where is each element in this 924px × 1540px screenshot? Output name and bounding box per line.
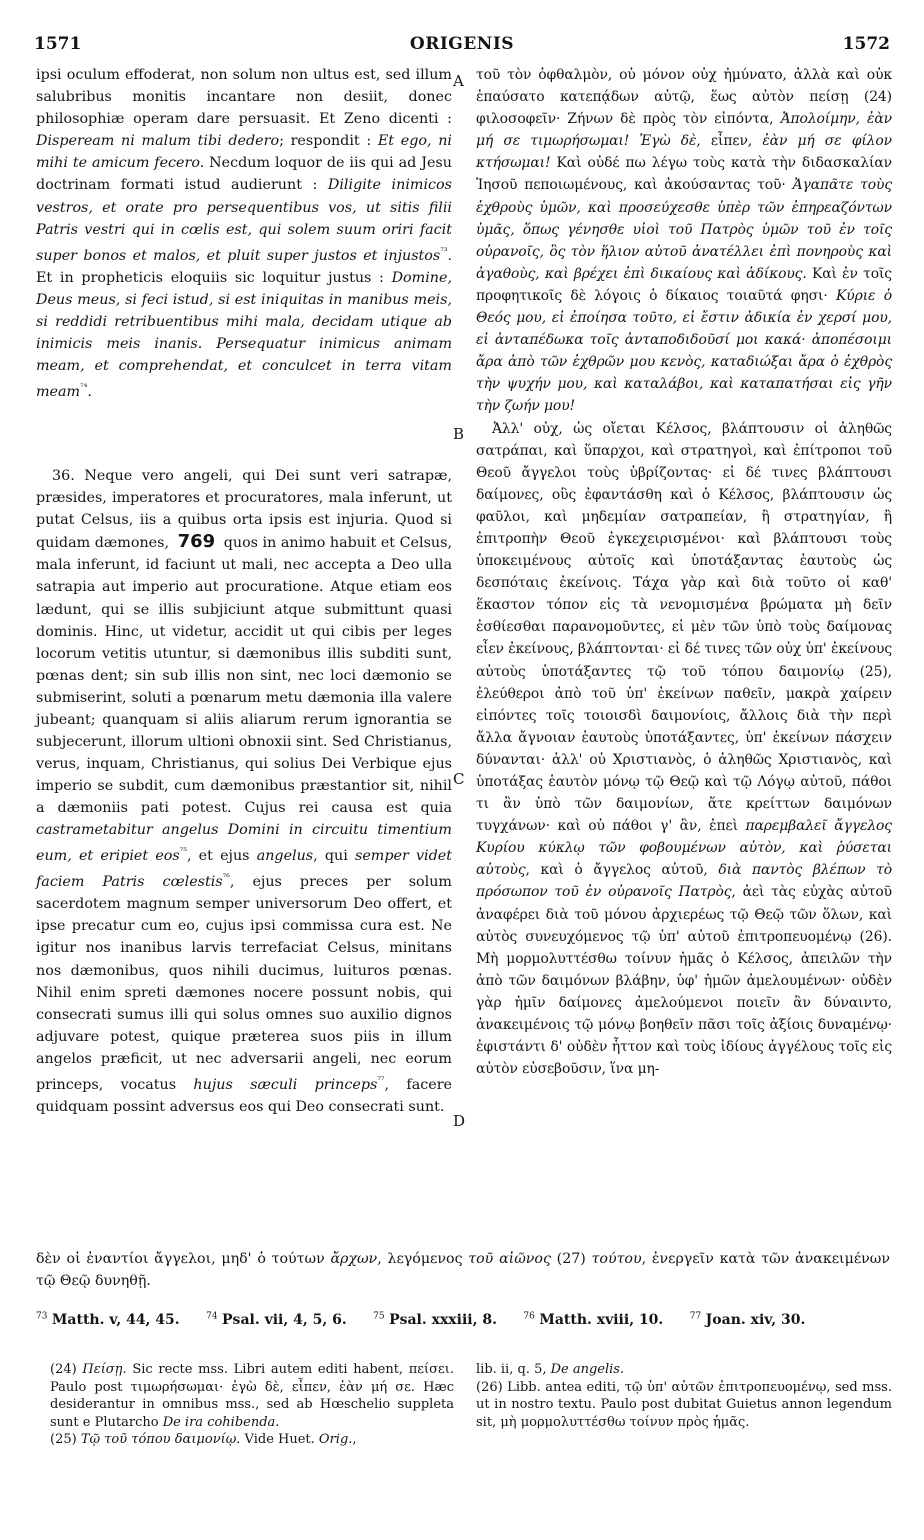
italic-quotation: Orig. (318, 1432, 353, 1448)
italic-quotation: hujus sæculi princeps (193, 1076, 378, 1093)
text-run: Necdum loquor de iis qui ad Jesu doctrinam formati istud audierunt : (36, 155, 452, 194)
italic-quotation: semper videt faciem Patris cœlestis (36, 848, 452, 891)
section-marker-b: B (453, 425, 465, 443)
italic-quotation: Τῷ τοῦ τόπου δαιμονίῳ. (80, 1432, 241, 1448)
text-run: , facere quidquam possint adversus eos qui Deo consecrati sunt. (36, 1076, 452, 1115)
italic-quotation: τούτου (591, 1251, 642, 1267)
note-reference: ⁷⁶ (222, 873, 230, 884)
greek-column (476, 64, 892, 1080)
text-run: , ejus preces per solum sacerdotem magnum semper universorum Deo offert, et ipse precatur cum eo, cujus ipsi commissa cura est. Ne igitur nos inanibus larvis terrefaciat Celsus, minitans nos dæmonibus, quos nihili ducimus, luituros pœnas. Nihil enim spreti dæmones nocere possunt nobis, qui consecrati sumus illi qui solus omnes suo auxilio dignos adjuvare potest, quique præterea suos piis in illum angelos præficit, ut nec adversarii angeli, nec eorum princeps, vocatus (36, 874, 452, 1093)
note-reference: ⁷⁷ (377, 1076, 385, 1086)
text-run: , ἀεὶ τὰς εὐχὰς αὐτοῦ ἀναφέρει διὰ τοῦ μόνου ἀρχιερέως τῷ Θεῷ τῶν ὅλων, καὶ αὐτὸς συνευχόμενος τῷ ὑπ' αὐτοῦ ἐπιτροπευομένῳ (26). Μὴ μορμολυττέσθω τοίνυν ἡμᾶς ὁ Κέλσος, ἀπειλῶν τὴν ἀπὸ τῶν δαιμόνων βλάβην, ὑφ' ἡμῶν ἀμελουμένων· οὐδὲν γὰρ ἡμῖν δαίμονες ἀμελούμενοι ποιεῖν ἂν δύναιντο, ἀνακειμένοις τῷ μόνῳ βοηθεῖν πᾶσι τοῖς ἀξίοις δυναμένῳ· ἐφιστάντι δ' οὐδὲν ἧττον καὶ τοὺς ἰδίους ἀγγέλους τοῖς εἰς αὐτὸν εὐσεβοῦσιν, ἵνα μη- (476, 884, 892, 1078)
italic-quotation: τοῦ αἰῶνος (468, 1251, 551, 1267)
text-run: Καὶ οὐδέ πω λέγω τοὺς κατὰ τὴν διδασκαλίαν Ἰησοῦ πεποιωμένους, καὶ ἀκούσαντας τοῦ· (476, 155, 892, 194)
greek-paragraph-2 (476, 418, 892, 1081)
text-run: Ἀλλ' οὐχ, ὡς οἴεται Κέλσος, βλάπτουσιν οἱ ἀληθῶς σατράπαι, καὶ ὕπαρχοι, καὶ στρατηγοὶ, καὶ ἐπίτροποι τοῦ Θεοῦ ἄγγελοι τοὺς ὑβρίζοντας· εἰ δέ τινες βλάπτουσι δαίμονες, οὓς ἐφαντάσθη καὶ ὁ Κέλσος, βλάπτουσιν ὡς φαῦλοι, καὶ μηδεμίαν σατραπείαν, ἢ στρατηγίαν, ἢ ἐπιτροπὴν Θεοῦ ἐγκεχειρισμένοι· καὶ βλάπτουσι τοὺς ὑποκειμένους αὐτοῖς καὶ ὑποτάξαντας ἑαυτοὺς ὡς δεσπόταις ἐκείνοις. Τάχα γὰρ καὶ διὰ τοῦτο οἱ καθ' ἕκαστον τόπον εἰς τὰ νενομισμένα βρώματα μὴ δεῖν ἐσθίεσθαι παρανομοῦντες, εἰ μὲν τῶν ὑπὸ τοὺς δαίμονας εἶεν ἐκείνους, βλάπτονται· εἰ δέ τινες τῶν οὐχ ὑπ' ἐκείνους αὐτοὺς ὑποτάξαντες τῷ τοῦ τόπου δαιμονίῳ (25), ἐλεύθεροι ἀπὸ τοῦ ὑπ' ἐκείνων παθεῖν, μακρὰ χαίρειν εἰπόντες τοῖς τοιοισδὶ δαιμονίοις, ἄλλοις διὰ τὴν περὶ ἄλλα ἄγνοιαν ἑαυτοὺς ὑποτάξαντες, ὑπ' ἐκείνων πάσχειν δύνανται· ἀλλ' οὐ Χριστιανὸς, ὁ ἀληθῶς Χριστιανὸς, καὶ ὑποτάξας ἑαυτὸν μόνῳ τῷ Θεῷ καὶ τῷ Λόγῳ αὐτοῦ, πάθοι τι ἂν ὑπὸ τῶν δαιμονίων, ἅτε κρείττων δαιμόνων τυγχάνων· καὶ οὐ πάθοι γ' ἂν, ἐπεὶ (476, 420, 892, 835)
italic-quotation: castrametabitur angelus Domini in circuitu timentium eum, et eripiet eos (36, 822, 452, 865)
italic-quotation: Πείσῃ. (82, 1362, 127, 1377)
italic-quotation: ἄρχων (330, 1251, 378, 1267)
text-run: δὲν οἱ ἐναντίοι ἄγγελοι, μηδ' ὁ τούτων (36, 1251, 331, 1267)
reference-74: $^{74}$ Psal. vii, 4, 5, 6. (206, 1311, 347, 1328)
text-run: Vide Huet. (240, 1432, 319, 1448)
italic-quotation: Ἀπολοίμην, ἐὰν μή σε τιμωρήσωμαι! Ἐγὼ δὲ (476, 111, 892, 150)
italic-quotation: διὰ παντὸς βλέπων τὸ πρόσωπον τοῦ ἐν οὐρανοῖς Πατρὸς (476, 862, 892, 901)
text-run: quos in animo habuit et Celsus, mala inferunt, id faciunt ut mali, nec accepta a Deo ulla satrapia aut imperio aut procuratione. Atque etiam eos lædunt, qui se illis subjiciunt atque submittunt quasi dominis. Hinc, ut videtur, accidit ut qui cibis per leges locorum vetitis utuntur, si dæmonibus illis subditi sunt, pœnas dent; sin sub illis non sint, nec loci dæmonio se submiserint, soluti a pœnarum metu dæmonia illa valere jubeant; quanquam si aliis aliarum rerum ignorantia se subjecerunt, illorum ultioni obnoxii sint. Sed Christianus, verus, inquam, Christianus, qui solius Dei Verbique ejus imperio se subdit, cum dæmonibus præstantior sit, nihil a dæmoniis pati potest. Cujus rei causa est quia (36, 535, 453, 817)
text-run: ipsi oculum effoderat, non solum non ultus est, sed illum salubribus monitis incantare non desiit, donec philosophiæ operam dare persuasit. Et Zeno dicenti : (36, 67, 452, 128)
left-column-number: 1571 (34, 34, 82, 54)
text-run: Καὶ ἐν τοῖς προφητικοῖς δὲ λόγοις ὁ δίκαιος τοιαῦτά φησι· (476, 265, 892, 304)
note-reference: ⁷⁴ (80, 383, 88, 394)
footnotes-left (50, 1361, 454, 1449)
italic-quotation: Et ego, ni mihi te amicum fecero. (36, 133, 452, 172)
text-run: ; respondit : (279, 133, 378, 150)
text-run: τοῦ τὸν ὀφθαλμὸν, οὐ μόνον οὐχ ἠμύνατο, ἀλλὰ καὶ οὐκ ἐπαύσατο κατεπᾴδων αὐτῷ, ἕως αὐτὸν πείσῃ (24) φιλοσοφεῖν· Ζήνων δὲ πρὸς τὸν εἰπόντα, (476, 67, 892, 128)
italic-quotation: angelus (256, 848, 314, 865)
text-run: lib. ii, q. 5, (476, 1362, 551, 1377)
text-run: (27) (550, 1251, 592, 1267)
greek-paragraph-1 (476, 64, 892, 418)
text-run: , εἶπεν, (696, 133, 763, 150)
reference-77: $^{77}$ Joan. xiv, 30. (689, 1311, 806, 1328)
section-marker-d: D (453, 1112, 466, 1130)
running-title: ORIGENIS (409, 34, 515, 54)
text-run: , ἐνεργεῖν κατὰ τῶν ἀνακειμένων τῷ Θεῷ δυνηθῇ. (36, 1251, 890, 1289)
note-reference: ⁷⁵ (179, 847, 187, 858)
footnote-25-continued (476, 1361, 892, 1379)
greek-continuation (36, 1248, 890, 1292)
section-marker-a: A (453, 72, 464, 90)
latin-paragraph-1 (36, 64, 452, 403)
italic-quotation: Domine, Deus meus, si feci istud, si est iniquitas in manibus meis, si reddidi retribuentibus mihi mala, decidam utique ab inimicis meis inanis. Persequatur inimicus animam meam, et comprehendat, et conculcet in terra vitam meam (36, 269, 452, 400)
text-run: . (87, 383, 92, 400)
reference-76: $^{76}$ Matth. xviii, 10. (523, 1311, 664, 1328)
italic-quotation: παρεμβαλεῖ ἄγγελος Κυρίου κύκλῳ τῶν φοβουμένων αὐτὸν, καὶ ῥύσεται αὐτοὺς (476, 818, 892, 879)
text-run: 36. Neque vero angeli, qui Dei sunt veri satrapæ, præsides, imperatores et procuratores, mala inferunt, ut putat Celsus, iis a quibus orta ipsis est injuria. Quod si quidam dæmones, (36, 467, 452, 552)
italic-quotation: Diligite inimicos vestros, et orate pro persequentibus vos, ut sitis filii Patris vestri qui in cœlis est, qui solem suum oriri facit super bonos et malos, et pluit super justos et injustos (36, 177, 452, 264)
italic-quotation: Dispeream ni malum tibi dedero (36, 133, 280, 150)
italic-quotation: ἐὰν μή σε φίλον κτήσωμαι! (476, 133, 892, 172)
footnotes-right (476, 1361, 892, 1431)
scripture-references (36, 1311, 892, 1328)
italic-quotation: De ira cohibenda. (162, 1414, 280, 1430)
reference-73: $^{73}$ Matth. v, 44, 45. (36, 1311, 180, 1328)
latin-paragraph-2 (36, 465, 452, 1118)
text-run: , qui (313, 848, 355, 865)
note-reference: ⁷³ (440, 246, 448, 257)
footnote-24 (50, 1361, 454, 1431)
text-run: (25) (50, 1432, 81, 1448)
section-marker-c: C (453, 770, 465, 788)
column-number-marker: 769 (177, 531, 216, 553)
text-run: , λεγόμενος (377, 1251, 469, 1267)
text-run: Sic recte mss. Libri autem editi habent, πείσει. Paulo post τιμωρήσωμαι· ἐγὼ δὲ, εἶπεν, ἐὰν μή σε. Hæc desiderantur in omnibus mss., sed ab Hœschelio suppleta sunt e Plutarcho (50, 1362, 454, 1430)
text-run: (26) Libb. antea editi, τῷ ὑπ' αὐτῶν ἐπιτροπευομένῳ, sed mss. ut in nostro textu. Paulo post dubitat Guietus annon legendum sit, μὴ μορμολυττέσθω τοίνυν πρὸς ἡμᾶς. (476, 1379, 892, 1430)
footnote-26 (476, 1379, 892, 1432)
italic-quotation: De angelis. (550, 1362, 625, 1377)
right-column-number: 1572 (842, 34, 890, 54)
text-run: , et ejus (186, 848, 257, 865)
reference-75: $^{75}$ Psal. xxxiii, 8. (373, 1311, 497, 1328)
text-run: , καὶ ὁ ἄγγελος αὐτοῦ, (525, 862, 719, 879)
italic-quotation: Κύριε ὁ Θεός μου, εἰ ἐποίησα τοῦτο, εἰ ἔστιν ἀδικία ἐν χερσί μου, εἰ ἀνταπέδωκα τοῖς ἀνταποδιδοῦσί μοι κακά· ἀποπέσοιμι ἄρα ἀπὸ τῶν ἐχθρῶν μου κενὸς, καταδιώξαι ἄρα ὁ ἐχθρὸς τὴν ψυχήν μου, καὶ καταλάβοι, καὶ καταπατήσαι εἰς γῆν τὴν ζωήν μου! (476, 287, 892, 415)
text-run: . Et in propheticis eloquiis sic loquitur justus : (36, 247, 452, 286)
italic-quotation: Ἀγαπᾶτε τοὺς ἐχθροὺς ὑμῶν, καὶ προσεύχεσθε ὑπὲρ τῶν ἐπηρεαζόντων ὑμᾶς, ὅπως γένησθε υἱοὶ τοῦ Πατρὸς ὑμῶν τοῦ ἐν τοῖς οὐρανοῖς, ὃς τὸν ἥλιον αὐτοῦ ἀνατέλλει ἐπὶ πονηροὺς καὶ ἀγαθοὺς, καὶ βρέχει ἐπὶ δικαίους καὶ ἀδίκους. (476, 177, 892, 282)
page-header (34, 34, 890, 60)
footnote-25 (50, 1431, 454, 1449)
latin-column (36, 64, 452, 1118)
text-run: , (352, 1432, 357, 1448)
text-run: (24) (50, 1362, 83, 1377)
